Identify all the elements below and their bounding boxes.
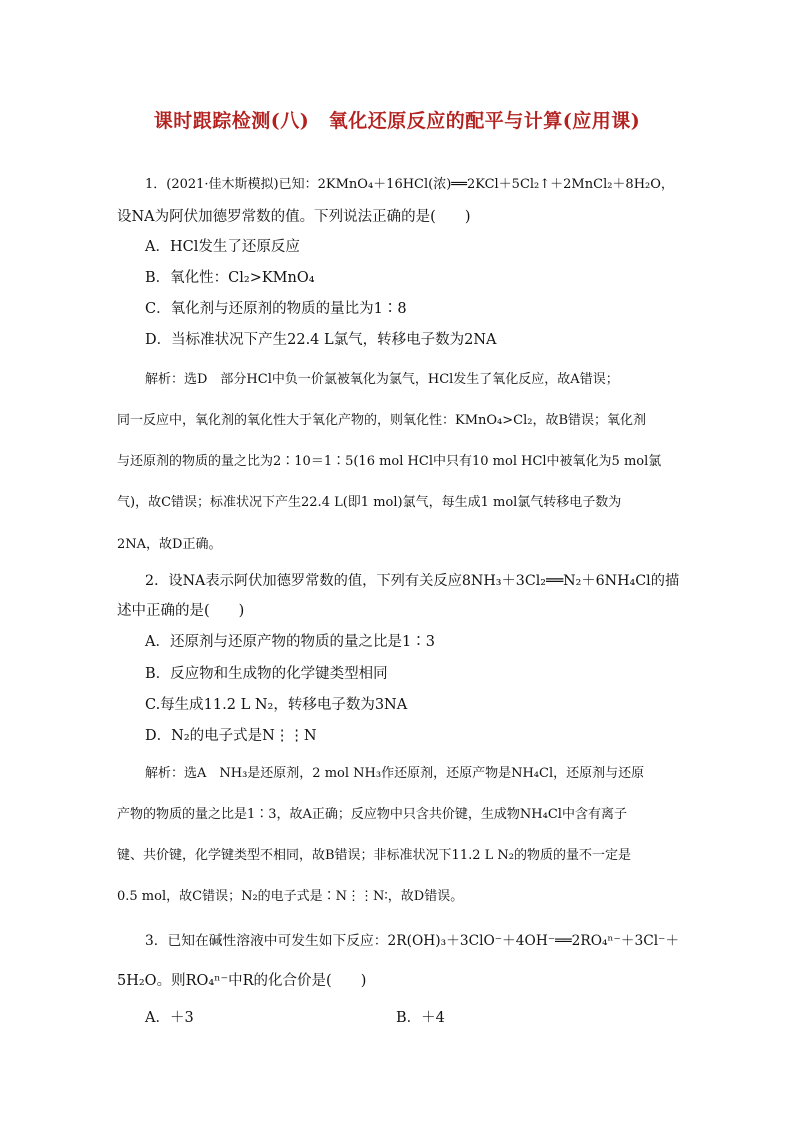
question-1-analysis-line-4: 气)，故C错误；标准状况下产生22.4 L(即1 mol)氯气，每生成1 mol氯气转移电子数为 [117, 495, 622, 510]
question-2-line-2: 述中正确的是( ) [117, 603, 245, 619]
question-3-option-a: A．＋3 [145, 1010, 194, 1026]
question-3-line-2: 5H₂O。则RO₄ⁿ⁻中R的化合价是( ) [117, 973, 367, 989]
question-3-option-b: B．＋4 [396, 1010, 445, 1026]
question-1-analysis-line-1: 解析：选D 部分HCl中负一价氯被氧化为氯气，HCl发生了氧化反应，故A错误； [145, 372, 619, 387]
question-1-analysis-line-5: 2NA，故D正确。 [117, 537, 222, 552]
question-2-option-b: B．反应物和生成物的化学键类型相同 [145, 666, 388, 682]
question-1-line-2: 设NA为阿伏加德罗常数的值。下列说法正确的是( ) [117, 209, 471, 225]
question-1-analysis-line-3: 与还原剂的物质的量之比为2∶10＝1∶5(16 mol HCl中只有10 mol HCl中被氧化为5 mol氯 [117, 454, 662, 469]
question-2-line-1: 2．设NA表示阿伏加德罗常数的值，下列有关反应8NH₃＋3Cl₂══N₂＋6NH₄Cl的描 [145, 573, 680, 589]
question-2-option-d: D．N₂的电子式是N⋮⋮N [145, 728, 317, 744]
question-1-option-d: D．当标准状况下产生22.4 L氯气，转移电子数为2NA [145, 332, 497, 348]
question-2-option-a: A．还原剂与还原产物的物质的量之比是1∶3 [145, 634, 435, 650]
question-1-option-c: C．氧化剂与还原剂的物质的量比为1∶8 [145, 301, 407, 317]
question-2-analysis-line-2: 产物的物质的量之比是1∶3，故A正确；反应物中只含共价键，生成物NH₄Cl中含有离子 [117, 807, 627, 822]
page-title: 课时跟踪检测(八) 氧化还原反应的配平与计算(应用课) [153, 110, 641, 132]
question-1-analysis-line-2: 同一反应中，氧化剂的氧化性大于氧化产物的，则氧化性：KMnO₄>Cl₂，故B错误；氧化剂 [117, 413, 647, 428]
question-1-line-1: 1．(2021·佳木斯模拟)已知：2KMnO₄＋16HCl(浓)══2KCl＋5Cl₂↑＋2MnCl₂＋8H₂O， [145, 177, 674, 192]
question-3-line-1: 3．已知在碱性溶液中可发生如下反应：2R(OH)₃＋3ClO⁻＋4OH⁻══2RO₄ⁿ⁻＋3Cl⁻＋ [145, 933, 680, 949]
question-2-option-c: C.每生成11.2 L N₂，转移电子数为3NA [145, 697, 408, 713]
question-2-analysis-line-1: 解析：选A NH₃是还原剂，2 mol NH₃作还原剂，还原产物是NH₄Cl，还原剂与还原 [145, 766, 645, 781]
question-2-analysis-line-3: 键、共价键，化学键类型不相同，故B错误；非标准状况下11.2 L N₂的物质的量不一定是 [117, 848, 631, 863]
question-1-option-b: B．氧化性：Cl₂>KMnO₄ [145, 270, 315, 286]
question-2-analysis-line-4: 0.5 mol，故C错误；N₂的电子式是∶N⋮⋮N∶，故D错误。 [117, 889, 464, 904]
question-1-option-a: A．HCl发生了还原反应 [145, 239, 300, 255]
